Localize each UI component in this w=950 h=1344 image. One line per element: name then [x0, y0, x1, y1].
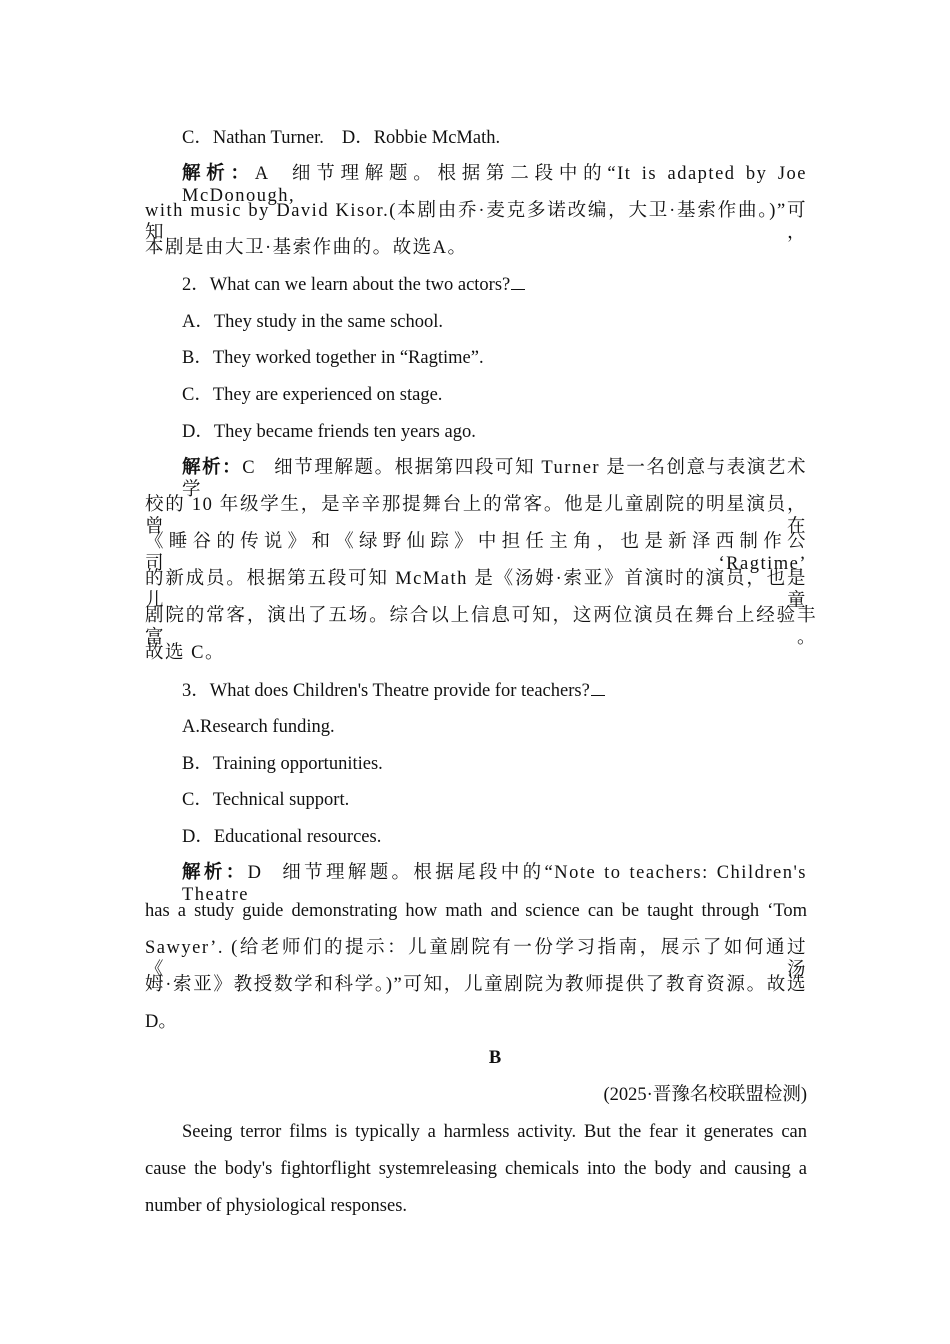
answer-letter: A	[254, 164, 270, 184]
answer-letter: D	[247, 863, 263, 883]
a1-text-1: 细节理解题。根据第二段中的“It is adapted by Joe McDonough,	[182, 164, 807, 206]
q2-option-b: B．They worked together in “Ragtime”.	[182, 348, 484, 368]
q2-option-a: A．They study in the same school.	[182, 312, 444, 332]
answer-letter: C	[242, 458, 257, 478]
a1-line-3: 本剧是由大卫·基索作曲的。故选A。	[145, 238, 468, 258]
passage-line-3: number of physiological responses.	[145, 1196, 408, 1216]
q3-option-c: C．Technical support.	[182, 790, 350, 810]
a3-line-5: D。	[145, 1012, 177, 1032]
answer-label: 解析：	[182, 863, 248, 883]
a2-line-3: 《睡谷的传说》和《绿野仙踪》中担任主角，也是新泽西制作公司‘Ragtime’	[145, 532, 807, 574]
q2-stem-text: 2．What can we learn about the two actors?	[182, 275, 511, 295]
a2-text-1: 细节理解题。根据第四段可知 Turner 是一名创意与表演艺术学	[182, 458, 807, 500]
q2-option-d: D．They became friends ten years ago.	[182, 422, 476, 442]
a3-line-3: Sawyer’. (给老师们的提示：儿童剧院有一份学习指南，展示了如何通过《汤	[145, 938, 807, 980]
q3-stem-text: 3．What does Children's Theatre provide for teachers?	[182, 681, 590, 701]
q3-stem	[182, 680, 807, 702]
a2-line-5: 剧院的常客，演出了五场。综合以上信息可知，这两位演员在舞台上经验丰富。	[145, 606, 817, 648]
answer-blank	[591, 680, 605, 696]
section-heading: B	[488, 1048, 502, 1068]
q3-option-b: B．Training opportunities.	[182, 754, 383, 774]
a2-line-4: 的新成员。根据第五段可知 McMath 是《汤姆·索亚》首演时的演员，也是儿童	[145, 569, 807, 611]
answer-blank	[511, 274, 525, 290]
q1-option-d: D．Robbie McMath.	[341, 128, 501, 148]
passage-source: (2025·晋豫名校联盟检测)	[603, 1085, 807, 1105]
a2-line-2: 校的 10 年级学生，是辛辛那提舞台上的常客。他是儿童剧院的明星演员，曾在	[145, 495, 807, 537]
q2-stem	[182, 274, 807, 296]
q3-option-d: D．Educational resources.	[182, 827, 382, 847]
q1-option-c: C．Nathan Turner.	[182, 128, 324, 148]
q1-options-cd	[182, 127, 807, 149]
a3-text-1: 细节理解题。根据尾段中的“Note to teachers: Children's Theatre	[182, 863, 807, 905]
a3-line-4: 姆·索亚》教授数学和科学。)”可知，儿童剧院为教师提供了教育资源。故选	[145, 975, 807, 995]
q3-option-a: A.Research funding.	[182, 717, 335, 737]
q2-option-c: C．They are experienced on stage.	[182, 385, 443, 405]
a1-line-2: with music by David Kisor.(本剧由乔·麦克多诺改编，大卫·基索作曲。)”可知，	[145, 201, 807, 243]
a2-line-6: 故选 C。	[145, 643, 225, 663]
answer-label: 解析：	[182, 164, 255, 184]
answer-label: 解析：	[182, 458, 243, 478]
a3-line-2: has a study guide demonstrating how math and science can be taught through ‘Tom	[145, 901, 807, 921]
passage-line-1: Seeing terror films is typically a harmless activity. But the fear it generates can	[182, 1122, 807, 1142]
passage-line-2: cause the body's fightorflight systemreleasing chemicals into the body and causing a	[145, 1159, 807, 1179]
